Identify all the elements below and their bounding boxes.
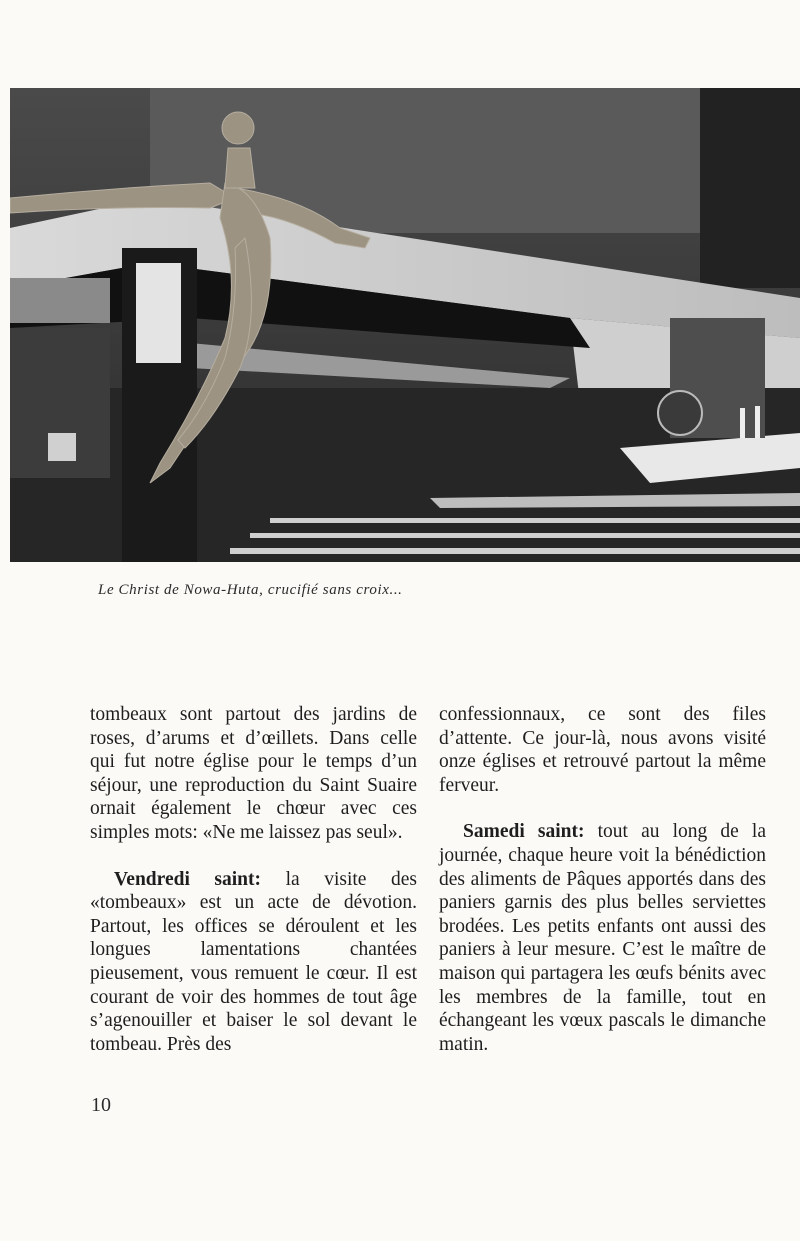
text-column-right — [439, 703, 766, 1056]
page-number: 10 — [91, 1094, 111, 1116]
heading-samedi-saint: Samedi saint: — [463, 821, 585, 843]
paragraph: confessionnaux, ce sont des files d’attente. Ce jour-là, nous avons visité onze églises et retrouvé partout la même ferveur. — [439, 704, 766, 796]
photo-caption: Le Christ de Nowa-Huta, crucifié sans croix... — [98, 582, 403, 598]
paragraph-samedi — [439, 820, 766, 1056]
text-column-left — [90, 703, 417, 1056]
heading-vendredi-saint: Vendredi saint: — [114, 868, 262, 890]
paragraph-text: la visite des «tombeaux» est un acte de dévotion. Partout, les offices se déroulent et les longues lamentations chantées pieusement, vous remuent le cœur. Il est courant de voir des hommes de tout âge s’agenouiller et baiser le sol devant le tombeau. Près des — [90, 868, 417, 1055]
sculpture-illustration — [10, 88, 800, 562]
paragraph-vendredi — [90, 868, 417, 1057]
church-photo — [10, 88, 800, 562]
paragraph-text: tout au long de la journée, chaque heure voit la bénédiction des aliments de Pâques apportés dans des paniers garnis des plus belles serviettes brodées. Les petits enfants ont aussi des paniers à leur mesure. C’est le maître de maison qui partagera les œufs bénits avec les membres de la famille, tout en échangeant les vœux pascals le dimanche matin. — [439, 821, 766, 1055]
paragraph: tombeaux sont partout des jardins de roses, d’arums et d’œillets. Dans celle qui fut notre église pour le temps d’un séjour, une reproduction du Saint Suaire ornait également le chœur avec ces simples mots: «Ne me laissez pas seul». — [90, 704, 417, 843]
